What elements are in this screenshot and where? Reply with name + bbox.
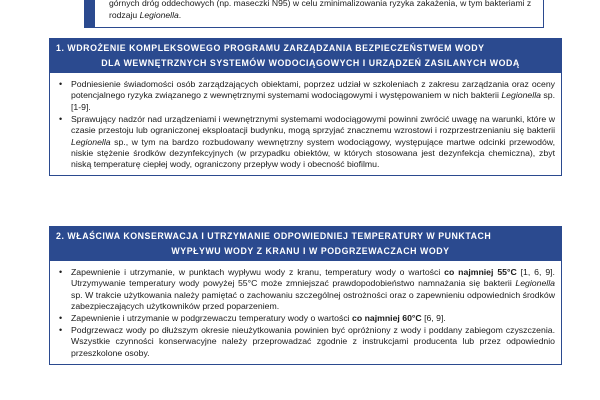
section-2-header	[50, 227, 561, 261]
intro-accent-stripe	[85, 0, 95, 27]
section-2-title-line1: 2. WŁAŚCIWA KONSERWACJA I UTRZYMANIE ODPOWIEDNIEJ TEMPERATURY W PUNKTACH	[56, 231, 492, 241]
section-1-title-line1: 1. WDROŻENIE KOMPLEKSOWEGO PROGRAMU ZARZĄDZANIA BEZPIECZEŃSTWEM WODY	[56, 43, 485, 53]
list-item: • Zapewnienie i utrzymanie w podgrzewaczu temperatury wody o wartości co najmniej 60°C [6, 9].	[56, 313, 555, 324]
section-2-list	[56, 267, 555, 359]
section-1-title-line2: DLA WEWNĘTRZNYCH SYSTEMÓW WODOCIĄGOWYCH I URZĄDZEŃ ZASILANYCH WODĄ	[101, 58, 520, 68]
section-2-title-line2: WYPŁYWU WODY Z KRANU I W PODGRZEWACZACH WODY	[171, 246, 450, 256]
list-item: • Zapewnienie i utrzymanie, w punktach wypływu wody z kranu, temperatury wody o wartości co najmniej 55°C [1, 6, 9]. Utrzymywanie temperatury wody powyżej 55°C może zmniejszać prawdopodobieństwo namnażania się bakterii Legionella sp. W trakcie użytkowania należy pamiętać o zachowaniu szczególnej ostrożności oraz o zapewnieniu odpowiednich środków zabezpieczających użytkowników przed poparzeniem.	[56, 267, 555, 313]
section-1-list	[56, 79, 555, 171]
section-2	[49, 226, 562, 365]
list-item: • Podniesienie świadomości osób zarządzających obiektami, poprzez udział w szkoleniach z zakresu zarządzania oraz oceny potencjalnego ryzyka związanego z wewnętrznymi systemami wodociągowymi i występowaniem w nich bakterii Legionella sp. [1-9].	[56, 79, 555, 113]
list-item: • Sprawujący nadzór nad urządzeniami i wewnętrznymi systemami wodociągowymi powinni zwrócić uwagę na warunki, które w czasie przestoju lub ograniczonej eksploatacji budynku, mogą sprzyjać znacznemu wzrostowi i rozprzestrzenianiu się bakterii Legionella sp., w tym na bardzo rozbudowany wewnętrzny system wodociągowy, występujące martwe odcinki przewodów, niskie stężenie środków dezynfekcyjnych (w przypadku obiektów, w których stosowana jest dezynfekcja chemiczna), zbyt niską temperaturę ciepłej wody, ograniczony przepływ wody i obecność biofilmu.	[56, 114, 555, 171]
section-1	[49, 38, 562, 176]
section-1-body	[50, 73, 561, 175]
intro-text-end: .	[178, 9, 182, 20]
section-2-body	[50, 261, 561, 364]
section-1-header	[50, 39, 561, 73]
list-item: • Podgrzewacz wody po dłuższym okresie nieużytkowania powinien być opróżniony z wody i poddany zabiegom czyszczenia. Wszystkie czynności konserwacyjne należy przeprowadzać zgodnie z instrukcjami producenta lub przez odpowiednio przeszkolone osoby.	[56, 325, 555, 359]
intro-paragraph	[109, 0, 537, 21]
intro-box	[84, 0, 544, 28]
intro-text: górnych dróg oddechowych (np. maseczki N95) w celu zminimalizowania ryzyka zakażenia, w tym bakteriami z rodzaju	[109, 0, 532, 20]
intro-italic: Legionella	[139, 9, 179, 20]
